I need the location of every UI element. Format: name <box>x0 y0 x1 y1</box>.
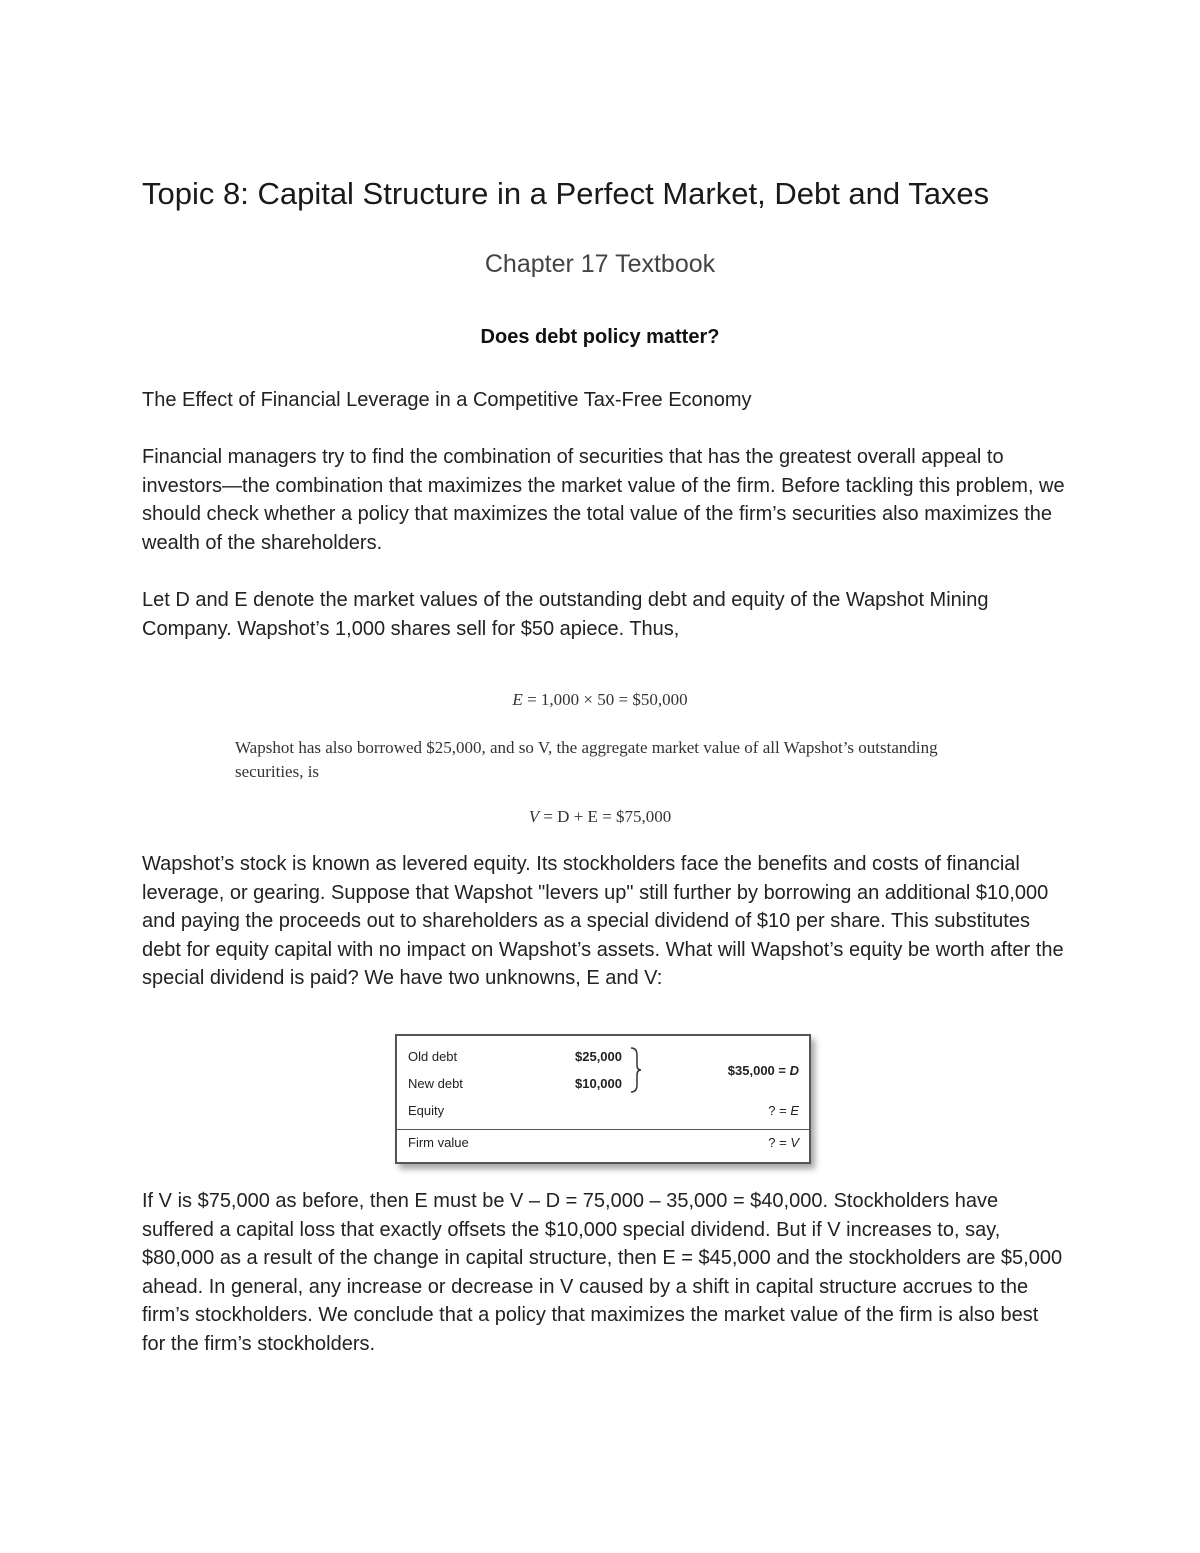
equity-equation <box>0 690 1200 710</box>
section-question: Does debt policy matter? <box>480 326 720 348</box>
equation-e-rhs: = 1,000 × 50 = $50,000 <box>522 690 688 709</box>
debt-symbol: D <box>789 1063 799 1078</box>
table-row-amount: $25,000 <box>575 1049 622 1064</box>
textbook-borrowed-text: Wapshot has also borrowed $25,000, and so V, the aggregate market value of all Wapshot’s outstanding securities, is <box>235 738 938 781</box>
conclusion-paragraph: If V is $75,000 as before, then E must be V – D = 75,000 – 35,000 = $40,000. Stockholders have suffered a capital loss that exactly offsets the $10,000 special dividend. But if V increases to, say, $80,000 as a result of the change in capital structure, then E = $45,000 and the stockholders are $5,000 ahead. In general, any increase or decrease in V caused by a shift in capital structure accrues to the firm’s stockholders. We conclude that a policy that maximizes the market value of the firm is also best for the firm’s stockholders. <box>142 1190 1063 1355</box>
equity-value-text: ? = <box>768 1103 791 1118</box>
curly-brace-icon <box>630 1047 642 1093</box>
page-title: Topic 8: Capital Structure in a Perfect Market, Debt and Taxes <box>142 176 990 211</box>
section-subtitle: The Effect of Financial Leverage in a Competitive Tax-Free Economy <box>142 389 752 411</box>
table-divider <box>397 1129 809 1130</box>
chapter-heading: Chapter 17 Textbook <box>484 250 716 278</box>
firm-value-label: Firm value <box>408 1135 469 1150</box>
equity-value <box>768 1103 799 1118</box>
levered-equity-paragraph: Wapshot’s stock is known as levered equity. Its stockholders face the benefits and costs of financial leverage, or gearing. Suppose that Wapshot "levers up" still further by borrowing an additional $10,000 and paying the proceeds out to shareholders as a special dividend of $10 per share. This substitutes debt for equity capital with no impact on Wapshot’s assets. What will Wapshot’s equity be worth after the special dividend is paid? We have two unknowns, E and V: <box>142 853 1064 990</box>
table-row-label: Old debt <box>408 1049 458 1064</box>
debt-total <box>728 1063 799 1078</box>
value-equation <box>0 807 1200 827</box>
equation-v-rhs: = $75,000 <box>597 807 672 826</box>
equity-symbol: E <box>790 1103 799 1118</box>
firm-value-text: ? = <box>768 1135 791 1150</box>
definition-paragraph: Let D and E denote the market values of the outstanding debt and equity of the Wapshot Mining Company. Wapshot’s 1,000 shares sell for $50 apiece. Thus, <box>142 589 989 640</box>
table-row-amount: $10,000 <box>575 1076 622 1091</box>
firm-value <box>768 1135 799 1150</box>
equation-e-lhs: E <box>512 690 523 709</box>
capital-structure-table <box>395 1034 811 1164</box>
equation-v-lhs: V <box>528 807 540 826</box>
equation-v-mid: = D + E <box>539 807 598 826</box>
intro-paragraph: Financial managers try to find the combination of securities that has the greatest overall appeal to investors—the combination that maximizes the market value of the firm. Before tackling this problem, we should check whether a policy that maximizes the total value of the firm’s securities also maximizes the wealth of the shareholders. <box>142 446 1065 554</box>
firm-value-symbol: V <box>790 1135 799 1150</box>
debt-total-value: $35,000 = <box>727 1063 790 1078</box>
table-row-label: Equity <box>408 1103 445 1118</box>
table-row-label: New debt <box>408 1076 463 1091</box>
